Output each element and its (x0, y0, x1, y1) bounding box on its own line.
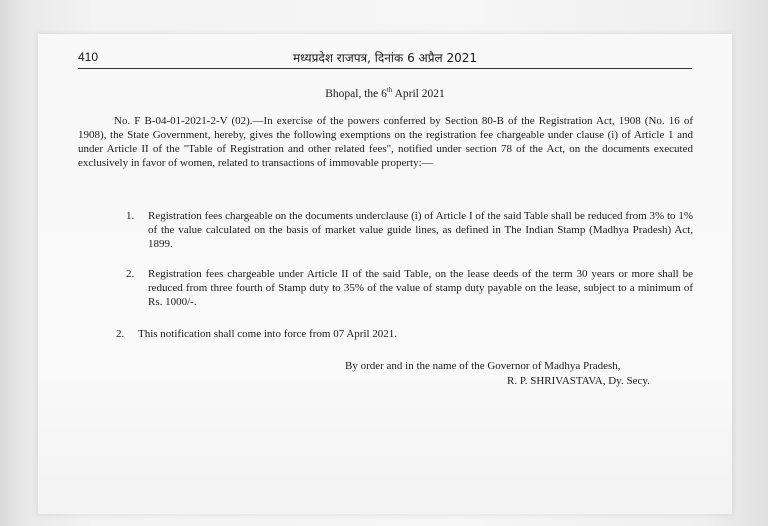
page-header (38, 34, 732, 74)
dateline-superscript: th (386, 86, 393, 94)
dateline (38, 86, 732, 100)
list-item-number: 2. (126, 268, 135, 280)
dateline-suffix: April 2021 (392, 87, 445, 100)
dateline-prefix: Bhopal, the 6 (325, 87, 387, 100)
list-item-number: 1. (126, 210, 135, 222)
clause-text: This notification shall come into force from 07 April 2021. (138, 328, 398, 340)
page-number: 410 (78, 50, 99, 64)
running-head: मध्यप्रदेश राजपत्र, दिनांक 6 अप्रैल 2021 (292, 51, 478, 65)
notification-intro: No. F B-04-01-2021-2-V (02).—In exercise of the powers conferred by Section 80-B of the Registration Act, 1908 (No. 16 of 1908), the State Government, hereby, gives the following exemptions on the registration fee chargeable under clause (i) of Article 1 and under Article II of the "Table of Registration and other related fees", notified under section 78 of the Act, on the documents executed exclusively in favor of women, related to transactions of immovable property:— (78, 115, 693, 169)
header-rule (78, 68, 692, 69)
signatory: R. P. SHRIVASTAVA, Dy. Secy. (507, 375, 650, 387)
list-item (126, 267, 693, 309)
list-item-text: Registration fees chargeable on the documents underclause (i) of Article I of the said Table shall be reduced from 3% to 1% of the value calculated on the basis of market value guide lines, as defined in The Indian Stamp (Madhya Pradesh) Act, 1899. (148, 210, 693, 250)
list-item-text: Registration fees chargeable under Article II of the said Table, on the lease deeds of the term 30 years or more shall be reduced from three fourth of Stamp duty to 35% of the value of stamp duty payable on the lease, subject to a minimum of Rs. 1000/-. (148, 268, 693, 308)
clause-number: 2. (116, 328, 125, 340)
list-item (126, 209, 693, 251)
gazette-page (38, 34, 732, 514)
order-line: By order and in the name of the Governor of Madhya Pradesh, (345, 360, 621, 372)
commencement-clause (116, 327, 693, 341)
